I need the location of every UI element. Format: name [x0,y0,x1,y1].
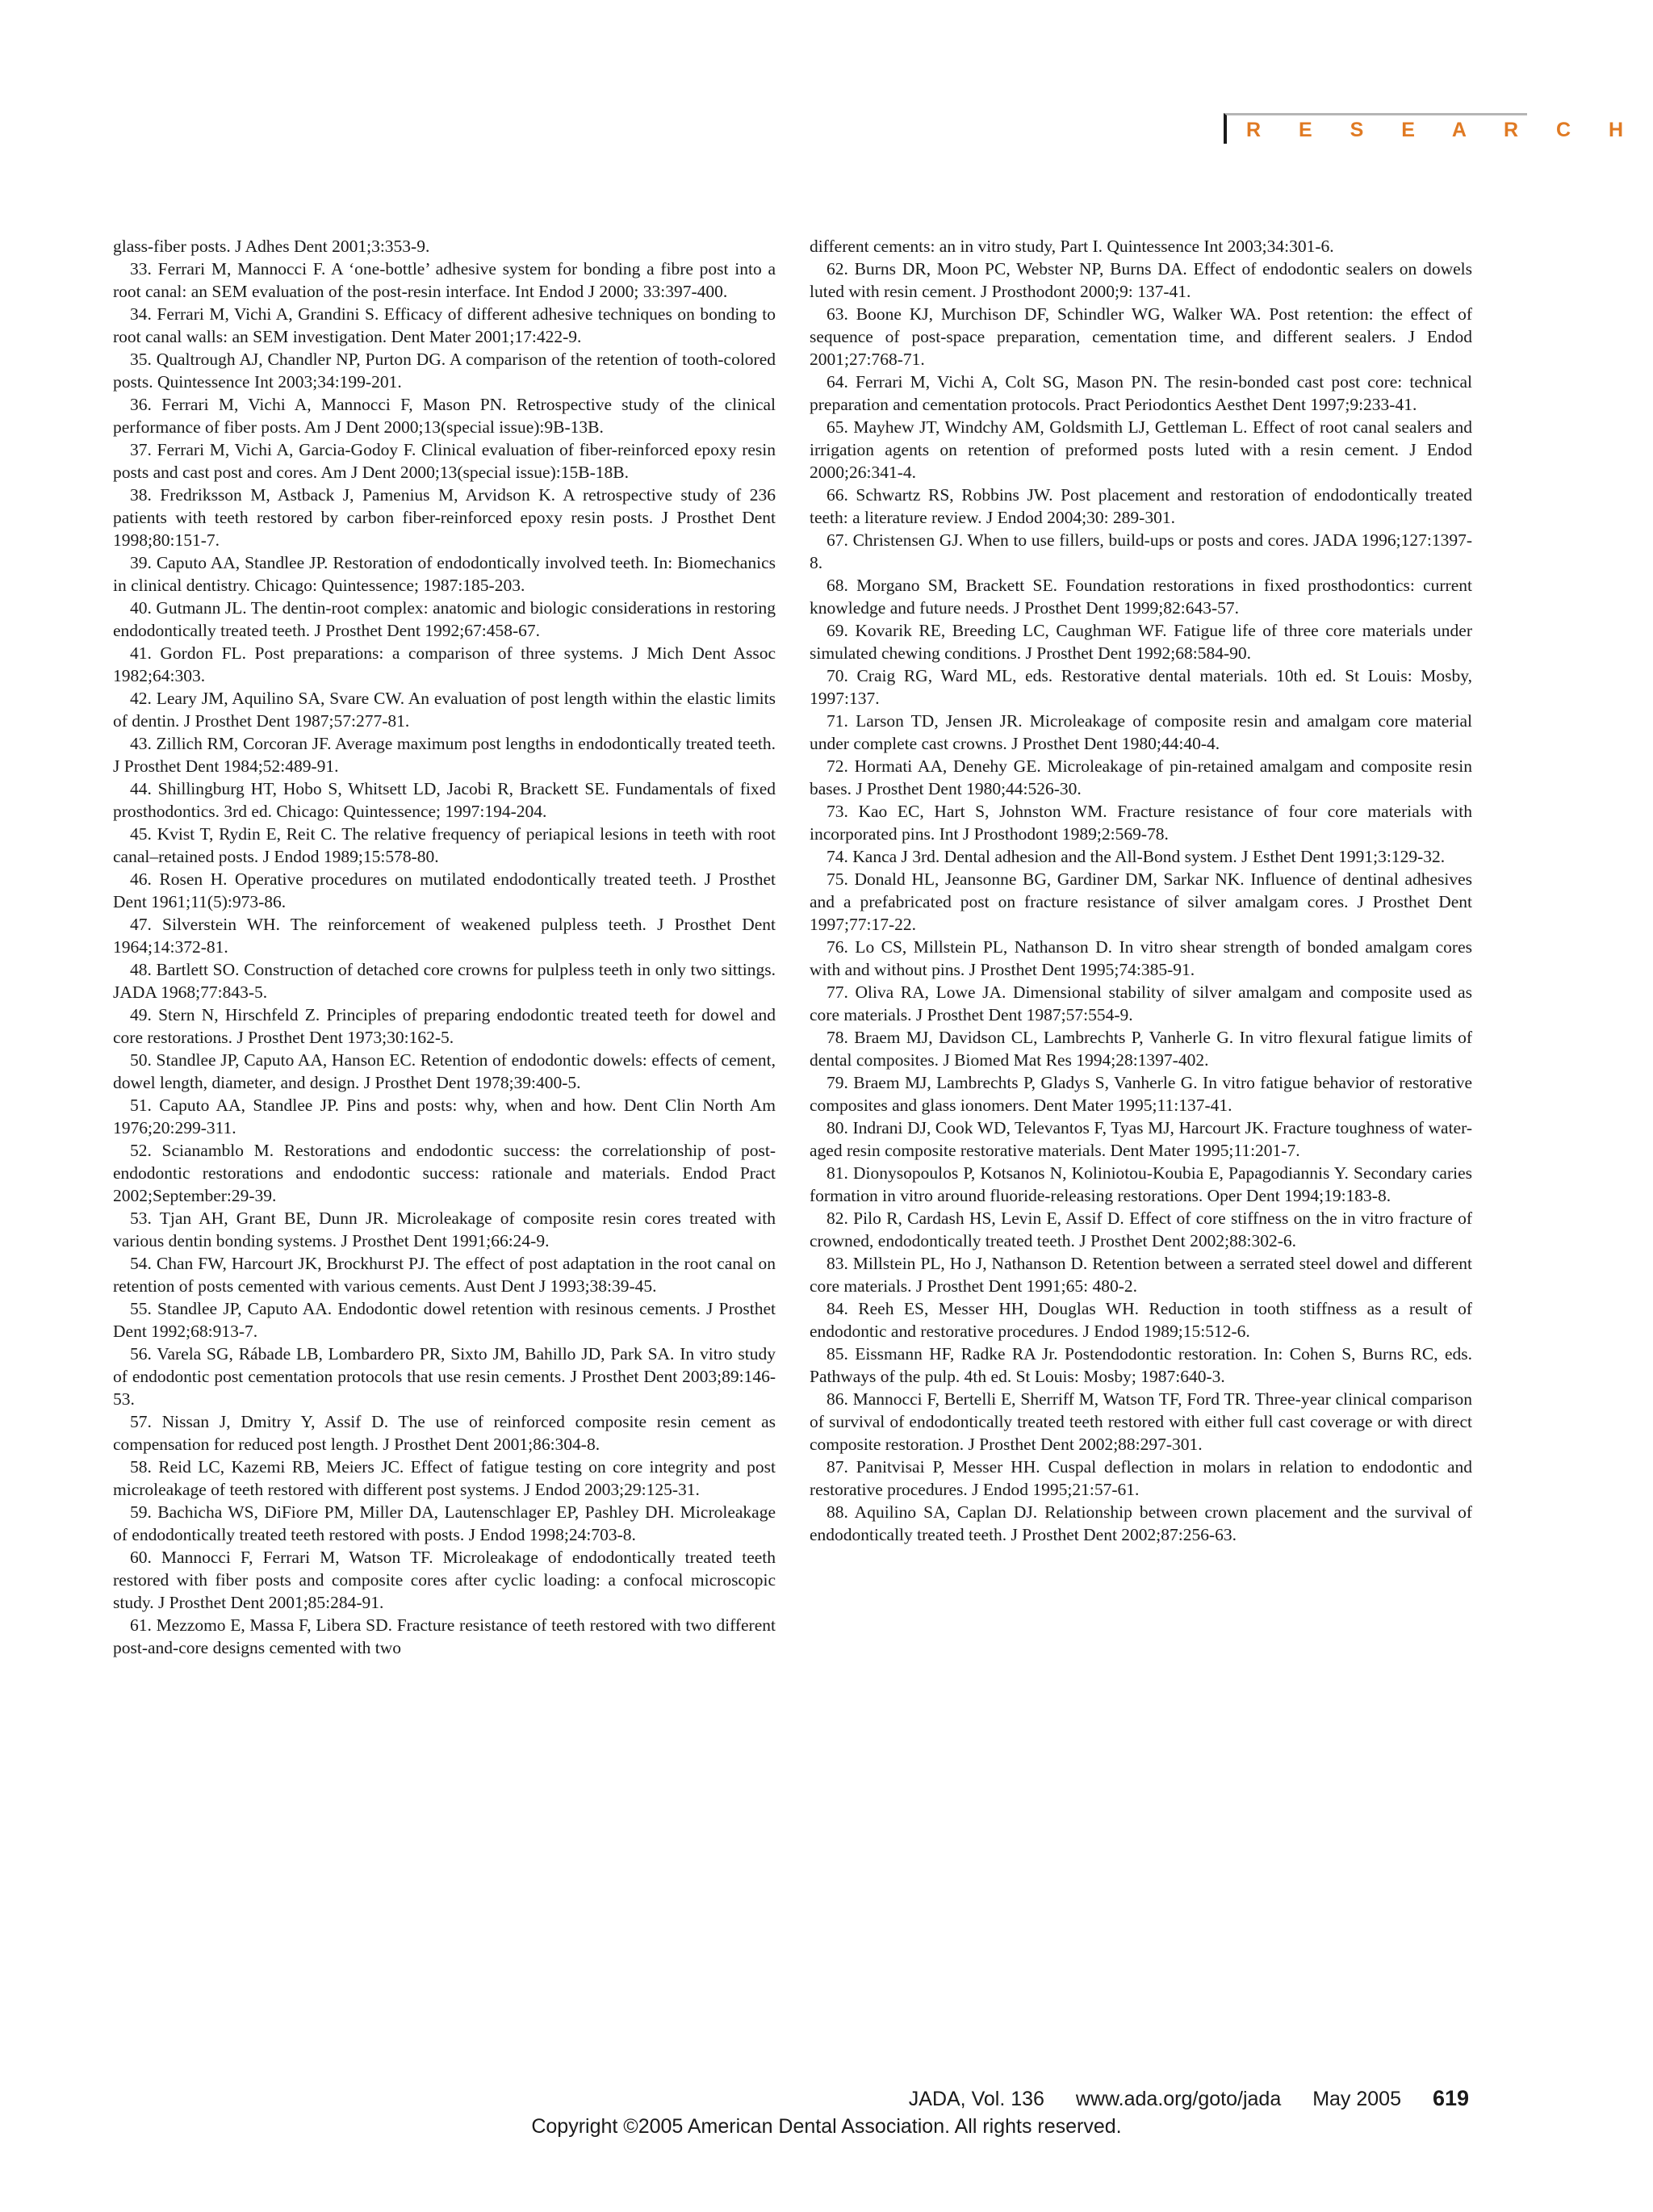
reference-item: 42. Leary JM, Aquilino SA, Svare CW. An evaluation of post length within the elastic limits of dentin. J Prosthet Dent 1987;57:277-81. [113,689,776,731]
section-label: R E S E A R C H [1246,119,1640,141]
reference-item: 34. Ferrari M, Vichi A, Grandini S. Efficacy of different adhesive techniques on bonding to root canal walls: an SEM investigation. Dent Mater 2001;17:422-9. [113,304,776,346]
reference-item: 56. Varela SG, Rábade LB, Lombardero PR, Sixto JM, Bahillo JD, Park SA. In vitro study of endodontic post cementation protocols that use resin cements. J Prosthet Dent 2003;89:146-53. [113,1344,776,1409]
reference-item: 61. Mezzomo E, Massa F, Libera SD. Fracture resistance of teeth restored with two different post-and-core designs cemented with two [113,1615,776,1657]
reference-item: 49. Stern N, Hirschfeld Z. Principles of preparing endodontic treated teeth for dowel and core restorations. J Prosthet Dent 1973;30:162-5. [113,1005,776,1047]
reference-item: 82. Pilo R, Cardash HS, Levin E, Assif D. Effect of core stiffness on the in vitro fracture of crowned, endodontically treated teeth. J Prosthet Dent 2002;88:302-6. [810,1209,1472,1251]
reference-item: 74. Kanca J 3rd. Dental adhesion and the All-Bond system. J Esthet Dent 1991;3:129-32. [826,847,1446,866]
reference-item: 54. Chan FW, Harcourt JK, Brockhurst PJ. The effect of post adaptation in the root canal on retention of posts cemented with various cements. Aust Dent J 1993;38:39-45. [113,1254,776,1296]
reference-item: 37. Ferrari M, Vichi A, Garcia-Godoy F. Clinical evaluation of fiber-reinforced epoxy resin posts and cast post and cores. Am J Dent 2000;13(special issue):15B-18B. [113,440,776,482]
reference-item: 55. Standlee JP, Caputo AA. Endodontic dowel retention with resinous cements. J Prosthet Dent 1992;68:913-7. [113,1299,776,1341]
reference-item: 73. Kao EC, Hart S, Johnston WM. Fracture resistance of four core materials with incorporated pins. Int J Prosthodont 1989;2:569-78. [810,802,1472,844]
reference-item: 70. Craig RG, Ward ML, eds. Restorative dental materials. 10th ed. St Louis: Mosby, 1997:137. [810,666,1472,708]
reference-item: 79. Braem MJ, Lambrechts P, Gladys S, Vanherle G. In vitro fatigue behavior of restorative composites and glass ionomers. Dent Mater 1995;11:137-41. [810,1073,1472,1115]
references-right-column [810,235,1472,1546]
reference-item: 81. Dionysopoulos P, Kotsanos N, Koliniotou-Koubia E, Papagodiannis Y. Secondary caries formation in vitro around fluoride-releasing restorations. Oper Dent 1994;19:183-8. [810,1163,1472,1205]
reference-item: 51. Caputo AA, Standlee JP. Pins and posts: why, when and how. Dent Clin North Am 1976;20:299-311. [113,1096,776,1137]
reference-item: 86. Mannocci F, Bertelli E, Sherriff M, Watson TF, Ford TR. Three-year clinical comparison of survival of endodontically treated teeth restored with either full cast coverage or with direct composite restoration. J Prosthet Dent 2002;88:297-301. [810,1389,1472,1454]
issue-date: May 2005 [1312,2088,1401,2110]
reference-item: 48. Bartlett SO. Construction of detached core crowns for pulpless teeth in only two sittings. JADA 1968;77:843-5. [113,960,776,1002]
reference-item: 46. Rosen H. Operative procedures on mutilated endodontically treated teeth. J Prosthet Dent 1961;11(5):973-86. [113,869,776,911]
reference-item: 87. Panitvisai P, Messer HH. Cuspal deflection in molars in relation to endodontic and restorative procedures. J Endod 1995;21:57-61. [810,1457,1472,1499]
section-tag [1224,113,1640,144]
reference-item: 60. Mannocci F, Ferrari M, Watson TF. Microleakage of endodontically treated teeth restored with fiber posts and composite cores after cyclic loading: a confocal microscopic study. J Prosthet Dent 2001;85:284-91. [113,1548,776,1612]
reference-item: 58. Reid LC, Kazemi RB, Meiers JC. Effect of fatigue testing on core integrity and post microleakage of teeth restored with different post systems. J Endod 2003;29:125-31. [113,1457,776,1499]
reference-item: 50. Standlee JP, Caputo AA, Hanson EC. Retention of endodontic dowels: effects of cement, dowel length, diameter, and design. J Prosthet Dent 1978;39:400-5. [113,1050,776,1092]
reference-item: 43. Zillich RM, Corcoran JF. Average maximum post lengths in endodontically treated teeth. J Prosthet Dent 1984;52:489-91. [113,734,776,776]
reference-item: 35. Qualtrough AJ, Chandler NP, Purton DG. A comparison of the retention of tooth-colored posts. Quintessence Int 2003;34:199-201. [113,350,776,392]
reference-item: 78. Braem MJ, Davidson CL, Lambrechts P, Vanherle G. In vitro flexural fatigue limits of dental composites. J Biomed Mat Res 1994;28:1397-402. [810,1028,1472,1070]
reference-item: 62. Burns DR, Moon PC, Webster NP, Burns DA. Effect of endodontic sealers on dowels luted with resin cement. J Prosthodont 2000;9: 137-41. [810,259,1472,301]
reference-item: 64. Ferrari M, Vichi A, Colt SG, Mason PN. The resin-bonded cast post core: technical preparation and cementation protocols. Pract Periodontics Aesthet Dent 1997;9:233-41. [810,372,1472,414]
reference-item: 63. Boone KJ, Murchison DF, Schindler WG, Walker WA. Post retention: the effect of sequence of post-space preparation, cementation time, and different sealers. J Endod 2001;27:768-71. [810,304,1472,369]
reference-item: 53. Tjan AH, Grant BE, Dunn JR. Microleakage of composite resin cores treated with various dentin bonding systems. J Prosthet Dent 1991;66:24-9. [113,1209,776,1251]
reference-item: 68. Morgano SM, Brackett SE. Foundation restorations in fixed prosthodontics: current knowledge and future needs. J Prosthet Dent 1999;82:643-57. [810,576,1472,618]
copyright-notice: Copyright ©2005 American Dental Association. All rights reserved. [531,2115,1122,2138]
reference-item: 33. Ferrari M, Mannocci F. A ‘one-bottle’ adhesive system for bonding a fibre post into a root canal: an SEM evaluation of the post-resin interface. Int Endod J 2000; 33:397-400. [113,259,776,301]
reference-item: 47. Silverstein WH. The reinforcement of weakened pulpless teeth. J Prosthet Dent 1964;14:372-81. [113,915,776,957]
reference-item: 80. Indrani DJ, Cook WD, Televantos F, Tyas MJ, Harcourt JK. Fracture toughness of water-aged resin composite restorative materials. Dent Mater 1995;11:201-7. [810,1118,1472,1160]
reference-item: 67. Christensen GJ. When to use fillers, build-ups or posts and cores. JADA 1996;127:1397-8. [810,530,1472,572]
reference-item: 69. Kovarik RE, Breeding LC, Caughman WF. Fatigue life of three core materials under simulated chewing conditions. J Prosthet Dent 1992;68:584-90. [810,621,1472,663]
reference-item: 39. Caputo AA, Standlee JP. Restoration of endodontically involved teeth. In: Biomechanics in clinical dentistry. Chicago: Quintessence; 1987:185-203. [113,553,776,595]
reference-item: 52. Scianamblo M. Restorations and endodontic success: the correlationship of post-endodontic restorations and endodontic success: rationale and materials. Endod Pract 2002;September:29-39. [113,1141,776,1205]
journal-url: www.ada.org/goto/jada [1075,2088,1282,2110]
reference-item: 65. Mayhew JT, Windchy AM, Goldsmith LJ, Gettleman L. Effect of root canal sealers and irrigation agents on retention of preformed posts luted with a resin cement. J Endod 2000;26:341-4. [810,417,1472,482]
reference-item: 83. Millstein PL, Ho J, Nathanson D. Retention between a serrated steel dowel and different core materials. J Prosthet Dent 1991;65: 480-2. [810,1254,1472,1296]
journal-info: JADA, Vol. 136 [908,2088,1044,2110]
reference-item: different cements: an in vitro study, Part I. Quintessence Int 2003;34:301-6. [810,237,1334,256]
references-left-column [113,235,776,1659]
reference-item: 71. Larson TD, Jensen JR. Microleakage of composite resin and amalgam core material under complete cast crowns. J Prosthet Dent 1980;44:40-4. [810,711,1472,753]
reference-item: 57. Nissan J, Dmitry Y, Assif D. The use of reinforced composite resin cement as compensation for reduced post length. J Prosthet Dent 2001;86:304-8. [113,1412,776,1454]
reference-item: 59. Bachicha WS, DiFiore PM, Miller DA, Lautenschlager EP, Pashley DH. Microleakage of endodontically treated teeth restored with posts. J Endod 1998;24:703-8. [113,1502,776,1544]
reference-item: 40. Gutmann JL. The dentin-root complex: anatomic and biologic considerations in restoring endodontically treated teeth. J Prosthet Dent 1992;67:458-67. [113,598,776,640]
reference-item: 45. Kvist T, Rydin E, Reit C. The relative frequency of periapical lesions in teeth with root canal–retained posts. J Endod 1989;15:578-80. [113,824,776,866]
reference-item: 41. Gordon FL. Post preparations: a comparison of three systems. J Mich Dent Assoc 1982;64:303. [113,643,776,685]
reference-item: 85. Eissmann HF, Radke RA Jr. Postendodontic restoration. In: Cohen S, Burns RC, eds. Pathways of the pulp. 4th ed. St Louis: Mosby; 1987:640-3. [810,1344,1472,1386]
page-number: 619 [1432,2086,1469,2110]
reference-item: 66. Schwartz RS, Robbins JW. Post placement and restoration of endodontically treated teeth: a literature review. J Endod 2004;30: 289-301. [810,485,1472,527]
reference-item: 84. Reeh ES, Messer HH, Douglas WH. Reduction in tooth stiffness as a result of endodontic and restorative procedures. J Endod 1989;15:512-6. [810,1299,1472,1341]
reference-item: 38. Fredriksson M, Astback J, Pamenius M, Arvidson K. A retrospective study of 236 patients with teeth restored by carbon fiber-reinforced epoxy resin posts. J Prosthet Dent 1998;80:151-7. [113,485,776,550]
reference-item: 75. Donald HL, Jeansonne BG, Gardiner DM, Sarkar NK. Influence of dentinal adhesives and a prefabricated post on fracture resistance of silver amalgam cores. J Prosthet Dent 1997;77:17-22. [810,869,1472,934]
reference-item: 72. Hormati AA, Denehy GE. Microleakage of pin-retained amalgam and composite resin bases. J Prosthet Dent 1980;44:526-30. [810,756,1472,798]
reference-item: 76. Lo CS, Millstein PL, Nathanson D. In vitro shear strength of bonded amalgam cores with and without pins. J Prosthet Dent 1995;74:385-91. [810,937,1472,979]
reference-item: 36. Ferrari M, Vichi A, Mannocci F, Mason PN. Retrospective study of the clinical performance of fiber posts. Am J Dent 2000;13(special issue):9B-13B. [113,395,776,437]
reference-item: 88. Aquilino SA, Caplan DJ. Relationship between crown placement and the survival of endodontically treated teeth. J Prosthet Dent 2002;87:256-63. [810,1502,1472,1544]
reference-item: 44. Shillingburg HT, Hobo S, Whitsett LD, Jacobi R, Brackett SE. Fundamentals of fixed prosthodontics. 3rd ed. Chicago: Quintessence; 1997:194-204. [113,779,776,821]
reference-item: 77. Oliva RA, Lowe JA. Dimensional stability of silver amalgam and composite used as core materials. J Prosthet Dent 1987;57:554-9. [810,982,1472,1024]
reference-item: glass-fiber posts. J Adhes Dent 2001;3:353-9. [113,237,430,256]
page-footer [909,2086,1469,2111]
